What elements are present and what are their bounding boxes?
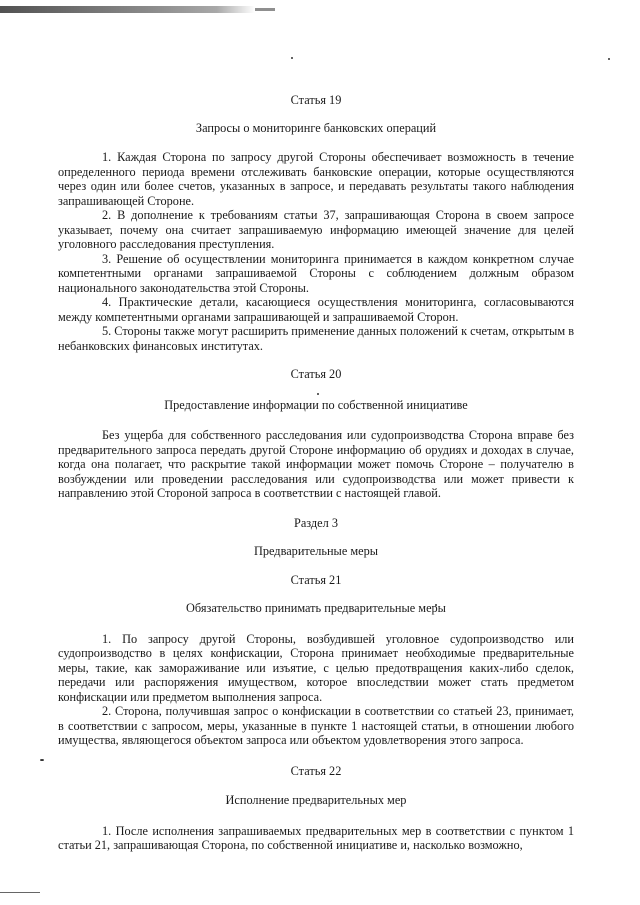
article-21-paragraph-2: 2. Сторона, получившая запрос о конфискации в соответствии со статьей 23, принимает, в соответствии с запросом, меры, указанные в пункте 1 настоящей статьи, в отношении любого имущества, являющегося объектом запроса или объектом удовлетворения этого запроса. [58,704,574,747]
scan-speck [40,759,44,761]
article-19-paragraph-4: 4. Практические детали, касающиеся осуществления мониторинга, согласовываются между компетентными органами запрашивающей и запрашиваемой Сторон. [58,295,574,324]
article-19-paragraph-1: 1. Каждая Сторона по запросу другой Стороны обеспечивает возможность в течение определенного периода времени отслеживать банковские операции, которые осуществляются через один или более счетов, указанных в запросе, и передавать результаты такого наблюдения запрашивающей Стороне. [58,150,574,208]
section-3-number: Раздел 3 [293,515,338,530]
article-19-number: Статья 19 [290,93,342,107]
article-22-paragraph-1: 1. После исполнения запрашиваемых предварительных мер в соответствии с пунктом 1 статьи 21, запрашивающая Сторона, по собственной инициативе и, насколько возможно, [58,823,574,852]
scan-artifact-bottom [0,892,40,893]
article-21-number: Статья 21 [290,572,342,587]
article-22-number: Статья 22 [290,763,342,778]
section-3-title: Предварительные меры [253,544,378,558]
article-21-paragraph-1: 1. По запросу другой Стороны, возбудившей уголовное судопроизводство или судопроизводство в целях конфискации, Сторона принимает необходимые предварительные меры, такие, как замораживание или изъятие, с целью предотвращения каких-либо сделок, передачи или распоряжения имуществом, которое впоследствии может стать предметом конфискации или предметом выполнения запроса. [58,631,574,704]
scan-speck [608,58,610,60]
article-22-title: Исполнение предварительных мер [225,793,407,807]
scan-artifact-top [0,6,255,13]
article-20-title: Предоставление информации по собственной инициативе [164,397,468,412]
article-19-paragraph-2: 2. В дополнение к требованиям статьи 37, запрашивающая Сторона в своем запросе указывает, почему она считает запрашиваемую информацию имеющей значение для целей уголовного расследования преступления. [58,208,574,251]
article-21-title: Обязательство принимать предварительные меры [186,601,446,615]
article-19-title: Запросы о мониторинге банковских операций [195,120,437,135]
document-page [58,93,574,853]
article-20-paragraph-1: Без ущерба для собственного расследования или судопроизводства Сторона вправе без предварительного запроса передать другой Стороне информацию об орудиях и доходах в случае, когда она полагает, что раскрытие такой информации может помочь Стороне – получателю в возбуждении или проведении расследования или судопроизводства или может привести к направлению этой Стороной запроса в соответствии с настоящей главой. [58,428,574,500]
article-19-paragraph-5: 5. Стороны также могут расширить применение данных положений к счетам, открытым в небанковских финансовых институтах. [58,324,574,353]
scan-artifact-top-tail [255,8,275,11]
article-20-number: Статья 20 [290,367,342,381]
scan-speck [291,57,293,59]
article-19-paragraph-3: 3. Решение об осуществлении мониторинга принимается в каждом конкретном случае компетентными органами запрашиваемой Стороны с соблюдением должным образом национального законодательства этой Стороны. [58,251,574,295]
